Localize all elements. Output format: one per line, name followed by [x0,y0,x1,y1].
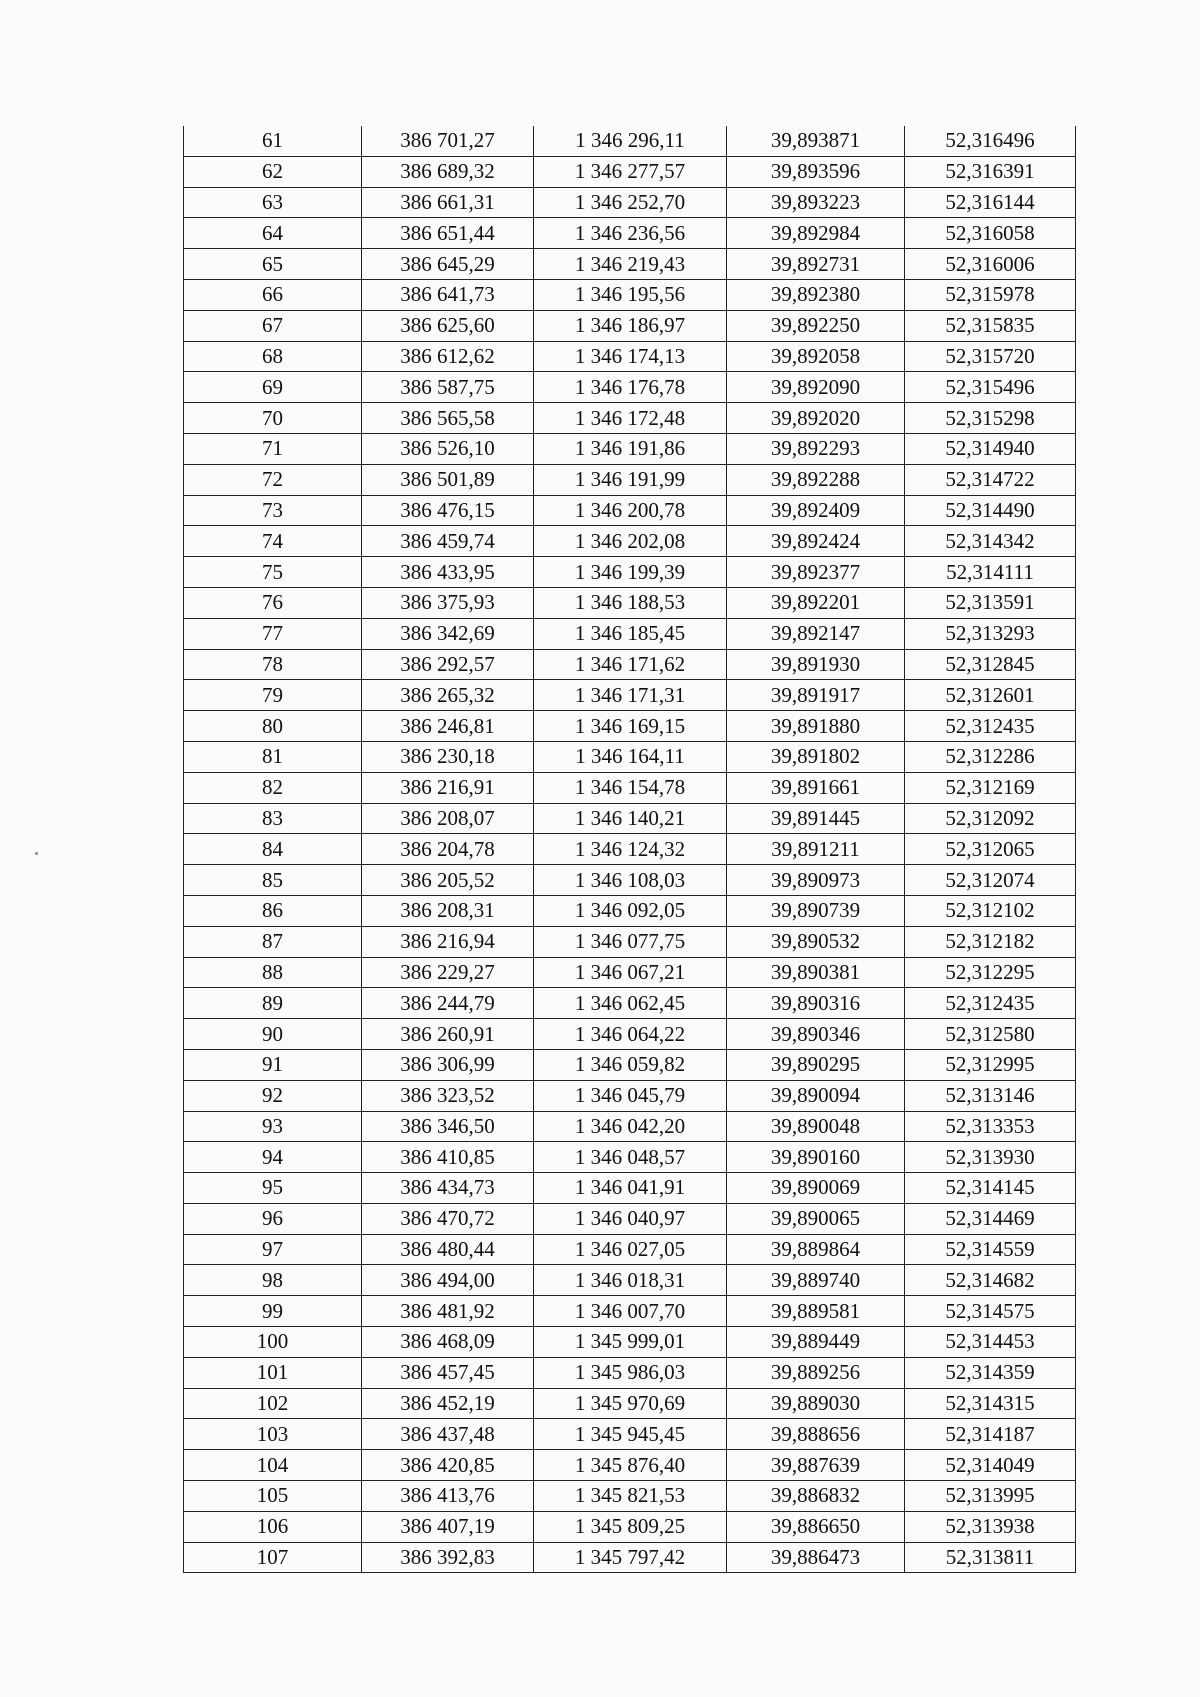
table-row [184,1357,1076,1388]
point-number-cell: 69 [184,372,362,403]
table-row [184,249,1076,280]
table-row [184,1080,1076,1111]
longitude-cell: 52,314469 [905,1203,1076,1234]
point-number-cell: 80 [184,711,362,742]
latitude-cell: 39,890739 [727,895,905,926]
latitude-cell: 39,890381 [727,957,905,988]
latitude-cell: 39,890973 [727,865,905,896]
table-row [184,1142,1076,1173]
point-number-cell: 93 [184,1111,362,1142]
x-coordinate-cell: 386 689,32 [362,156,534,187]
latitude-cell: 39,892293 [727,433,905,464]
y-coordinate-cell: 1 345 821,53 [534,1481,727,1512]
table-row [184,341,1076,372]
longitude-cell: 52,313811 [905,1542,1076,1573]
x-coordinate-cell: 386 260,91 [362,1019,534,1050]
table-row [184,1327,1076,1358]
y-coordinate-cell: 1 346 018,31 [534,1265,727,1296]
x-coordinate-cell: 386 208,07 [362,803,534,834]
x-coordinate-cell: 386 480,44 [362,1234,534,1265]
x-coordinate-cell: 386 229,27 [362,957,534,988]
y-coordinate-cell: 1 346 191,86 [534,433,727,464]
point-number-cell: 67 [184,310,362,341]
table-row [184,1481,1076,1512]
x-coordinate-cell: 386 625,60 [362,310,534,341]
table-row [184,834,1076,865]
y-coordinate-cell: 1 345 986,03 [534,1357,727,1388]
table-row [184,1296,1076,1327]
longitude-cell: 52,314049 [905,1450,1076,1481]
x-coordinate-cell: 386 641,73 [362,279,534,310]
longitude-cell: 52,316144 [905,187,1076,218]
point-number-cell: 79 [184,680,362,711]
point-number-cell: 102 [184,1388,362,1419]
x-coordinate-cell: 386 306,99 [362,1049,534,1080]
longitude-cell: 52,314453 [905,1327,1076,1358]
point-number-cell: 71 [184,433,362,464]
longitude-cell: 52,316496 [905,126,1076,156]
longitude-cell: 52,312102 [905,895,1076,926]
point-number-cell: 86 [184,895,362,926]
longitude-cell: 52,312182 [905,926,1076,957]
y-coordinate-cell: 1 346 064,22 [534,1019,727,1050]
table-row [184,1388,1076,1419]
y-coordinate-cell: 1 346 195,56 [534,279,727,310]
x-coordinate-cell: 386 651,44 [362,218,534,249]
longitude-cell: 52,312435 [905,711,1076,742]
point-number-cell: 105 [184,1481,362,1512]
point-number-cell: 100 [184,1327,362,1358]
latitude-cell: 39,888656 [727,1419,905,1450]
latitude-cell: 39,886650 [727,1511,905,1542]
point-number-cell: 96 [184,1203,362,1234]
table-row [184,1542,1076,1573]
table-row [184,618,1076,649]
x-coordinate-cell: 386 292,57 [362,649,534,680]
y-coordinate-cell: 1 346 172,48 [534,403,727,434]
latitude-cell: 39,892731 [727,249,905,280]
latitude-cell: 39,892288 [727,464,905,495]
point-number-cell: 70 [184,403,362,434]
longitude-cell: 52,314490 [905,495,1076,526]
y-coordinate-cell: 1 346 199,39 [534,557,727,588]
y-coordinate-cell: 1 346 188,53 [534,587,727,618]
point-number-cell: 99 [184,1296,362,1327]
longitude-cell: 52,312065 [905,834,1076,865]
y-coordinate-cell: 1 346 164,11 [534,741,727,772]
longitude-cell: 52,315720 [905,341,1076,372]
longitude-cell: 52,316058 [905,218,1076,249]
y-coordinate-cell: 1 346 045,79 [534,1080,727,1111]
longitude-cell: 52,315496 [905,372,1076,403]
point-number-cell: 81 [184,741,362,772]
table-row [184,1450,1076,1481]
longitude-cell: 52,314315 [905,1388,1076,1419]
x-coordinate-cell: 386 587,75 [362,372,534,403]
coordinates-table-body [184,126,1076,1573]
latitude-cell: 39,891917 [727,680,905,711]
latitude-cell: 39,889256 [727,1357,905,1388]
y-coordinate-cell: 1 346 169,15 [534,711,727,742]
point-number-cell: 68 [184,341,362,372]
table-row [184,803,1076,834]
x-coordinate-cell: 386 452,19 [362,1388,534,1419]
x-coordinate-cell: 386 346,50 [362,1111,534,1142]
y-coordinate-cell: 1 346 219,43 [534,249,727,280]
table-row [184,372,1076,403]
longitude-cell: 52,314359 [905,1357,1076,1388]
y-coordinate-cell: 1 346 236,56 [534,218,727,249]
longitude-cell: 52,312286 [905,741,1076,772]
longitude-cell: 52,314187 [905,1419,1076,1450]
longitude-cell: 52,313938 [905,1511,1076,1542]
table-row [184,587,1076,618]
point-number-cell: 94 [184,1142,362,1173]
point-number-cell: 65 [184,249,362,280]
x-coordinate-cell: 386 208,31 [362,895,534,926]
y-coordinate-cell: 1 346 140,21 [534,803,727,834]
y-coordinate-cell: 1 346 027,05 [534,1234,727,1265]
longitude-cell: 52,314111 [905,557,1076,588]
x-coordinate-cell: 386 205,52 [362,865,534,896]
y-coordinate-cell: 1 346 042,20 [534,1111,727,1142]
x-coordinate-cell: 386 246,81 [362,711,534,742]
x-coordinate-cell: 386 701,27 [362,126,534,156]
x-coordinate-cell: 386 481,92 [362,1296,534,1327]
longitude-cell: 52,315298 [905,403,1076,434]
y-coordinate-cell: 1 345 999,01 [534,1327,727,1358]
table-row [184,126,1076,156]
longitude-cell: 52,314940 [905,433,1076,464]
x-coordinate-cell: 386 526,10 [362,433,534,464]
latitude-cell: 39,891880 [727,711,905,742]
y-coordinate-cell: 1 346 007,70 [534,1296,727,1327]
table-row [184,1511,1076,1542]
point-number-cell: 82 [184,772,362,803]
point-number-cell: 98 [184,1265,362,1296]
y-coordinate-cell: 1 346 277,57 [534,156,727,187]
table-row [184,1019,1076,1050]
longitude-cell: 52,313353 [905,1111,1076,1142]
latitude-cell: 39,892201 [727,587,905,618]
y-coordinate-cell: 1 345 876,40 [534,1450,727,1481]
point-number-cell: 107 [184,1542,362,1573]
point-number-cell: 77 [184,618,362,649]
coordinates-table [183,126,1076,1573]
table-row [184,680,1076,711]
x-coordinate-cell: 386 323,52 [362,1080,534,1111]
longitude-cell: 52,313293 [905,618,1076,649]
table-row [184,988,1076,1019]
point-number-cell: 95 [184,1173,362,1204]
x-coordinate-cell: 386 392,83 [362,1542,534,1573]
x-coordinate-cell: 386 204,78 [362,834,534,865]
y-coordinate-cell: 1 346 092,05 [534,895,727,926]
x-coordinate-cell: 386 645,29 [362,249,534,280]
latitude-cell: 39,892020 [727,403,905,434]
point-number-cell: 106 [184,1511,362,1542]
longitude-cell: 52,314575 [905,1296,1076,1327]
longitude-cell: 52,313146 [905,1080,1076,1111]
table-row [184,741,1076,772]
longitude-cell: 52,315978 [905,279,1076,310]
point-number-cell: 90 [184,1019,362,1050]
x-coordinate-cell: 386 501,89 [362,464,534,495]
y-coordinate-cell: 1 345 809,25 [534,1511,727,1542]
x-coordinate-cell: 386 433,95 [362,557,534,588]
point-number-cell: 97 [184,1234,362,1265]
y-coordinate-cell: 1 345 945,45 [534,1419,727,1450]
y-coordinate-cell: 1 346 040,97 [534,1203,727,1234]
x-coordinate-cell: 386 407,19 [362,1511,534,1542]
table-row [184,1111,1076,1142]
latitude-cell: 39,891661 [727,772,905,803]
table-row [184,156,1076,187]
longitude-cell: 52,314342 [905,526,1076,557]
y-coordinate-cell: 1 346 108,03 [534,865,727,896]
latitude-cell: 39,892090 [727,372,905,403]
longitude-cell: 52,314145 [905,1173,1076,1204]
x-coordinate-cell: 386 244,79 [362,988,534,1019]
latitude-cell: 39,892984 [727,218,905,249]
point-number-cell: 63 [184,187,362,218]
latitude-cell: 39,892424 [727,526,905,557]
longitude-cell: 52,312845 [905,649,1076,680]
latitude-cell: 39,891445 [727,803,905,834]
longitude-cell: 52,316391 [905,156,1076,187]
point-number-cell: 104 [184,1450,362,1481]
point-number-cell: 88 [184,957,362,988]
point-number-cell: 78 [184,649,362,680]
latitude-cell: 39,889740 [727,1265,905,1296]
y-coordinate-cell: 1 346 077,75 [534,926,727,957]
table-row [184,957,1076,988]
longitude-cell: 52,312169 [905,772,1076,803]
table-row [184,1173,1076,1204]
x-coordinate-cell: 386 342,69 [362,618,534,649]
y-coordinate-cell: 1 346 176,78 [534,372,727,403]
x-coordinate-cell: 386 612,62 [362,341,534,372]
table-row [184,926,1076,957]
longitude-cell: 52,313995 [905,1481,1076,1512]
table-row [184,279,1076,310]
y-coordinate-cell: 1 345 797,42 [534,1542,727,1573]
y-coordinate-cell: 1 346 171,62 [534,649,727,680]
latitude-cell: 39,886832 [727,1481,905,1512]
y-coordinate-cell: 1 346 154,78 [534,772,727,803]
latitude-cell: 39,891802 [727,741,905,772]
point-number-cell: 84 [184,834,362,865]
latitude-cell: 39,890295 [727,1049,905,1080]
point-number-cell: 103 [184,1419,362,1450]
x-coordinate-cell: 386 437,48 [362,1419,534,1450]
latitude-cell: 39,890048 [727,1111,905,1142]
table-row [184,711,1076,742]
table-row [184,865,1076,896]
table-row [184,895,1076,926]
x-coordinate-cell: 386 230,18 [362,741,534,772]
x-coordinate-cell: 386 420,85 [362,1450,534,1481]
y-coordinate-cell: 1 346 124,32 [534,834,727,865]
table-row [184,464,1076,495]
latitude-cell: 39,890160 [727,1142,905,1173]
latitude-cell: 39,891930 [727,649,905,680]
latitude-cell: 39,892409 [727,495,905,526]
x-coordinate-cell: 386 413,76 [362,1481,534,1512]
table-row [184,649,1076,680]
table-row [184,557,1076,588]
x-coordinate-cell: 386 470,72 [362,1203,534,1234]
latitude-cell: 39,889449 [727,1327,905,1358]
point-number-cell: 72 [184,464,362,495]
latitude-cell: 39,890094 [727,1080,905,1111]
x-coordinate-cell: 386 216,91 [362,772,534,803]
y-coordinate-cell: 1 346 252,70 [534,187,727,218]
table-row [184,403,1076,434]
longitude-cell: 52,312295 [905,957,1076,988]
longitude-cell: 52,312092 [905,803,1076,834]
latitude-cell: 39,890532 [727,926,905,957]
x-coordinate-cell: 386 457,45 [362,1357,534,1388]
y-coordinate-cell: 1 346 202,08 [534,526,727,557]
latitude-cell: 39,893596 [727,156,905,187]
latitude-cell: 39,892377 [727,557,905,588]
latitude-cell: 39,886473 [727,1542,905,1573]
longitude-cell: 52,315835 [905,310,1076,341]
point-number-cell: 64 [184,218,362,249]
y-coordinate-cell: 1 346 062,45 [534,988,727,1019]
latitude-cell: 39,890316 [727,988,905,1019]
latitude-cell: 39,889030 [727,1388,905,1419]
x-coordinate-cell: 386 410,85 [362,1142,534,1173]
point-number-cell: 75 [184,557,362,588]
table-row [184,187,1076,218]
latitude-cell: 39,892058 [727,341,905,372]
y-coordinate-cell: 1 346 191,99 [534,464,727,495]
x-coordinate-cell: 386 468,09 [362,1327,534,1358]
y-coordinate-cell: 1 346 296,11 [534,126,727,156]
point-number-cell: 91 [184,1049,362,1080]
point-number-cell: 62 [184,156,362,187]
scan-speck [35,852,38,855]
x-coordinate-cell: 386 265,32 [362,680,534,711]
table-row [184,1234,1076,1265]
point-number-cell: 74 [184,526,362,557]
latitude-cell: 39,891211 [727,834,905,865]
y-coordinate-cell: 1 346 041,91 [534,1173,727,1204]
latitude-cell: 39,890065 [727,1203,905,1234]
longitude-cell: 52,316006 [905,249,1076,280]
x-coordinate-cell: 386 476,15 [362,495,534,526]
longitude-cell: 52,312580 [905,1019,1076,1050]
latitude-cell: 39,892250 [727,310,905,341]
table-row [184,1203,1076,1234]
table-row [184,772,1076,803]
y-coordinate-cell: 1 346 171,31 [534,680,727,711]
y-coordinate-cell: 1 346 186,97 [534,310,727,341]
table-row [184,310,1076,341]
latitude-cell: 39,890069 [727,1173,905,1204]
x-coordinate-cell: 386 434,73 [362,1173,534,1204]
point-number-cell: 92 [184,1080,362,1111]
longitude-cell: 52,312074 [905,865,1076,896]
longitude-cell: 52,313591 [905,587,1076,618]
point-number-cell: 66 [184,279,362,310]
latitude-cell: 39,890346 [727,1019,905,1050]
longitude-cell: 52,312435 [905,988,1076,1019]
latitude-cell: 39,887639 [727,1450,905,1481]
table-row [184,526,1076,557]
point-number-cell: 85 [184,865,362,896]
point-number-cell: 83 [184,803,362,834]
latitude-cell: 39,889864 [727,1234,905,1265]
y-coordinate-cell: 1 346 059,82 [534,1049,727,1080]
table-row [184,1049,1076,1080]
point-number-cell: 73 [184,495,362,526]
longitude-cell: 52,314722 [905,464,1076,495]
x-coordinate-cell: 386 494,00 [362,1265,534,1296]
longitude-cell: 52,312995 [905,1049,1076,1080]
x-coordinate-cell: 386 661,31 [362,187,534,218]
table-row [184,495,1076,526]
table-row [184,433,1076,464]
latitude-cell: 39,892380 [727,279,905,310]
x-coordinate-cell: 386 375,93 [362,587,534,618]
latitude-cell: 39,889581 [727,1296,905,1327]
y-coordinate-cell: 1 346 067,21 [534,957,727,988]
y-coordinate-cell: 1 346 048,57 [534,1142,727,1173]
longitude-cell: 52,314559 [905,1234,1076,1265]
longitude-cell: 52,313930 [905,1142,1076,1173]
longitude-cell: 52,314682 [905,1265,1076,1296]
longitude-cell: 52,312601 [905,680,1076,711]
x-coordinate-cell: 386 565,58 [362,403,534,434]
y-coordinate-cell: 1 346 200,78 [534,495,727,526]
table-row [184,218,1076,249]
point-number-cell: 89 [184,988,362,1019]
latitude-cell: 39,893871 [727,126,905,156]
point-number-cell: 87 [184,926,362,957]
point-number-cell: 76 [184,587,362,618]
latitude-cell: 39,893223 [727,187,905,218]
y-coordinate-cell: 1 345 970,69 [534,1388,727,1419]
point-number-cell: 61 [184,126,362,156]
latitude-cell: 39,892147 [727,618,905,649]
y-coordinate-cell: 1 346 185,45 [534,618,727,649]
point-number-cell: 101 [184,1357,362,1388]
x-coordinate-cell: 386 459,74 [362,526,534,557]
x-coordinate-cell: 386 216,94 [362,926,534,957]
y-coordinate-cell: 1 346 174,13 [534,341,727,372]
table-row [184,1419,1076,1450]
table-row [184,1265,1076,1296]
